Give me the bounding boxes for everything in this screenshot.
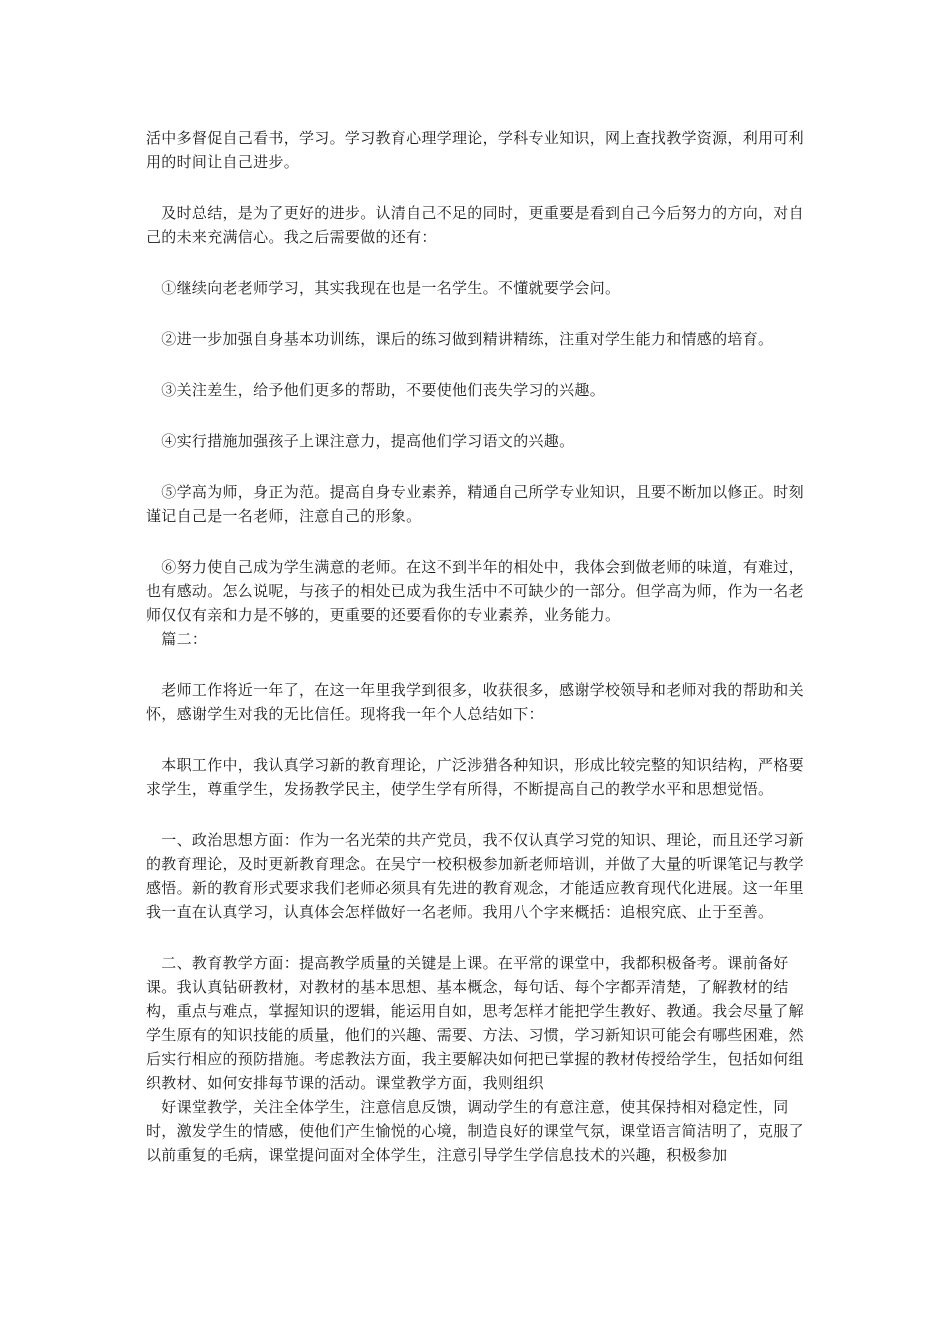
section-heading-part-two: 篇二： <box>146 630 208 648</box>
paragraph-spacer <box>146 402 810 429</box>
list-item-4: ④实行措施加强孩子上课注意力，提高他们学习语文的兴趣。 <box>146 432 575 450</box>
paragraph-spacer <box>146 300 810 327</box>
paragraph-political-thought: 一、政治思想方面：作为一名光荣的共产党员，我不仅认真学习党的知识、理论，而且还学习新的教育理论，及时更新教育理念。在吴宁一校积极参加新老师培训，并做了大量的听课笔记与教学感悟。新的教育形式要求我们老师必须具有先进的教育观念，才能适应教育现代化进展。这一年里我一直在认真学习，认真体会怎样做好一名老师。我用八个字来概括：追根究底、止于至善。 <box>146 831 804 921</box>
document-body <box>146 126 810 1167</box>
paragraph-spacer <box>146 453 810 480</box>
list-item-5: ⑤学高为师，身正为范。提高自身专业素养，精通自己所学专业知识，且要不断加以修正。时刻谨记自己是一名老师，注意自己的形象。 <box>146 483 804 525</box>
paragraph-summary: 及时总结，是为了更好的进步。认清自己不足的同时，更重要是看到自己今后努力的方向，对自己的未来充满信心。我之后需要做的还有： <box>146 204 804 246</box>
list-item-1: ①继续向老老师学习，其实我现在也是一名学生。不懂就要学会问。 <box>146 279 621 297</box>
paragraph-spacer <box>146 801 810 828</box>
paragraph-spacer <box>146 924 810 951</box>
paragraph-teaching: 二、教育教学方面：提高教学质量的关键是上课。在平常的课堂中，我都积极备考。课前备好课。我认真钻研教材，对教材的基本思想、基本概念，每句话、每个字都弄清楚，了解教材的结构，重点与难点，掌握知识的逻辑，能运用自如，思考怎样才能把学生教好、教通。我会尽量了解学生原有的知识技能的质量，他们的兴趣、需要、方法、习惯，学习新知识可能会有哪些困难，然后实行相应的预防措施。考虑教法方面，我主要解决如何把已掌握的教材传授给学生，包括如何组织教材、如何安排每节课的活动。课堂教学方面，我则组织 <box>146 954 804 1092</box>
paragraph-opening: 老师工作将近一年了，在这一年里我学到很多，收获很多，感谢学校领导和老师对我的帮助和关怀，感谢学生对我的无比信任。现将我一年个人总结如下： <box>146 681 804 723</box>
paragraph-spacer <box>146 528 810 555</box>
paragraph-duties: 本职工作中，我认真学习新的教育理论，广泛涉猎各种知识，形成比较完整的知识结构，严格要求学生，尊重学生，发扬教学民主，使学生学有所得，不断提高自己的教学水平和思想觉悟。 <box>146 756 804 798</box>
list-item-2: ②进一步加强自身基本功训练，课后的练习做到精讲精练，注重对学生能力和情感的培育。 <box>146 330 774 348</box>
paragraph-spacer <box>146 249 810 276</box>
paragraph-spacer <box>146 726 810 753</box>
paragraph-intro-continuation: 活中多督促自己看书，学习。学习教育心理学理论，学科专业知识，网上查找教学资源，利用可利用的时间让自己进步。 <box>146 129 804 171</box>
list-item-3: ③关注差生，给予他们更多的帮助，不要使他们丧失学习的兴趣。 <box>146 381 606 399</box>
paragraph-classroom: 好课堂教学，关注全体学生，注意信息反馈，调动学生的有意注意，使其保持相对稳定性，同时，激发学生的情感，使他们产生愉悦的心境，制造良好的课堂气氛，课堂语言简洁明了，克服了以前重复的毛病，课堂提问面对全体学生，注意引导学生学信息技术的兴趣，积极参加 <box>146 1098 804 1164</box>
paragraph-spacer <box>146 174 810 201</box>
paragraph-spacer <box>146 351 810 378</box>
list-item-6: ⑥努力使自己成为学生满意的老师。在这不到半年的相处中，我体会到做老师的味道，有难过，也有感动。怎么说呢，与孩子的相处已成为我生活中不可缺少的一部分。但学高为师，作为一名老师仅仅有亲和力是不够的，更重要的还要看你的专业素养，业务能力。 <box>146 558 804 624</box>
paragraph-spacer <box>146 651 810 678</box>
